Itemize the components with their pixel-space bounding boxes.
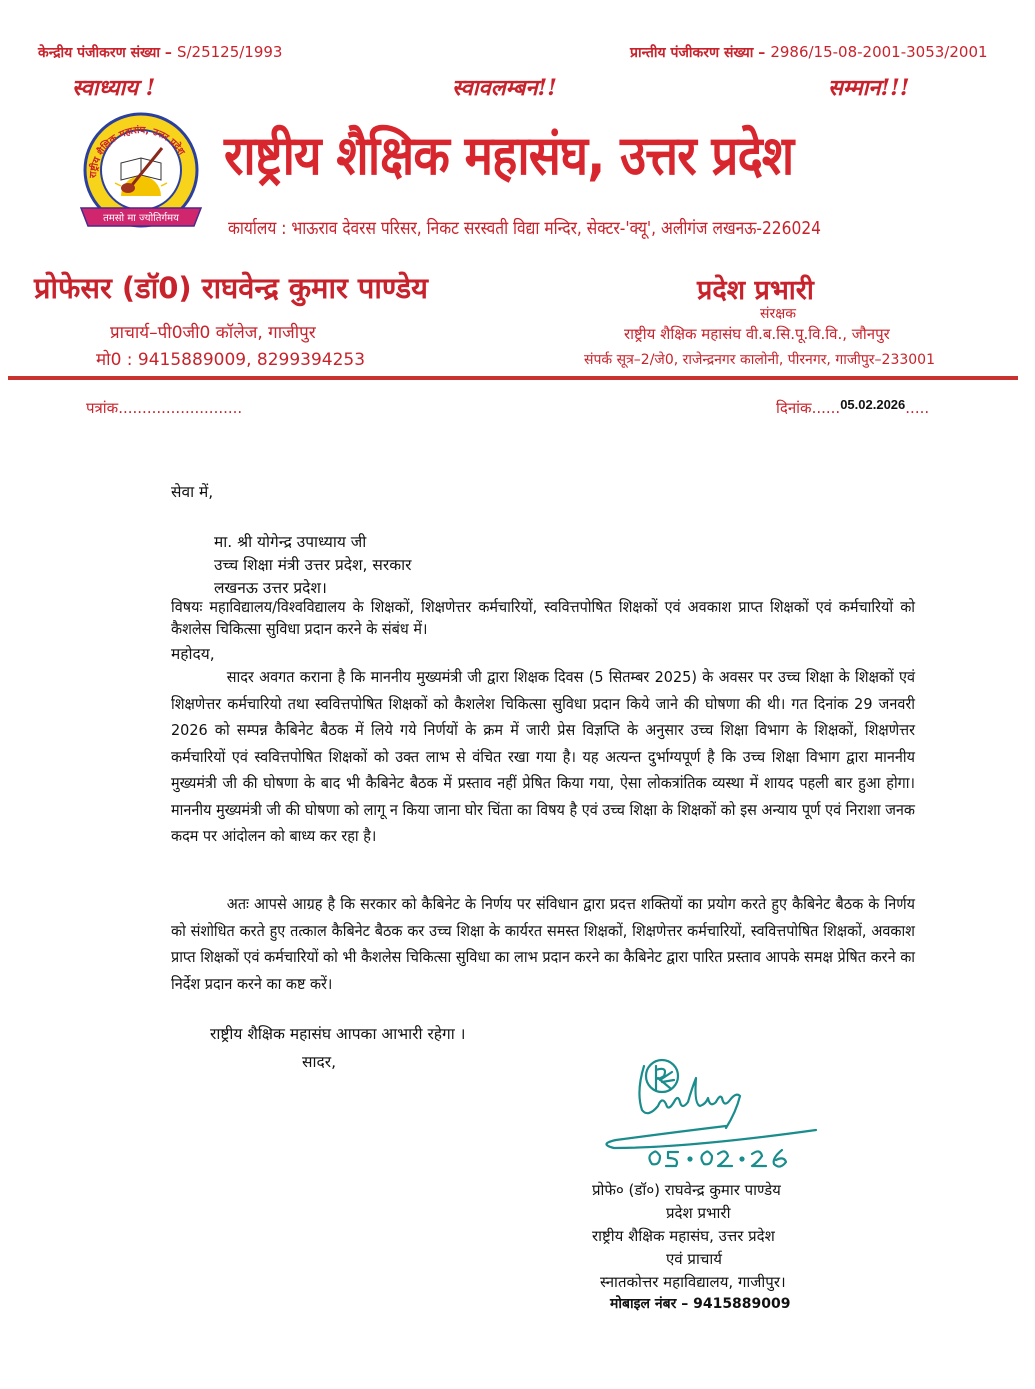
letter-closing: सादर, (302, 1053, 336, 1071)
letter-paragraph-2: अतः आपसे आग्रह है कि सरकार को कैबिनेट के निर्णय पर संविधान द्वारा प्रदत्त शक्तियों का प्रयोग करते हुए कैबिनेट बैठक के निर्णय को संशोधित करते हुए तत्काल कैबिनेट बैठक कर उच्च शिक्षा के कार्यरत समस्त शिक्षकों, शिक्षणेत्तर कर्मचारियों, स्ववित्तपोषित शिक्षकों, अवकाश प्राप्त शिक्षकों एवं कर्मचारियों को भी कैशलेस चिकित्सा सुविधा का लाभ प्रदान करने का कैबिनेट द्वारा पारित प्रस्ताव आपके समक्ष प्रेषित करने का निर्देश प्रदान करने का कष्ट करें। (171, 895, 916, 993)
patrank-label: पत्रांक (86, 399, 119, 417)
letter-subject: विषयः महाविद्यालय/विश्वविद्यालय के शिक्षकों, शिक्षणेत्तर कर्मचारियों, स्ववित्तपोषित शिक्षकों एवं अवकाश प्राप्त शिक्षकों एवं कर्मचारियों को कैशलेस चिकित्सा सुविधा प्रदान करने के संबंध में। (171, 598, 915, 638)
recipient-name: मा. श्री योगेन्द्र उपाध्याय जी (214, 533, 367, 551)
logo-ring-text: राष्ट्रीय शैक्षिक महासंघ, उत्तर प्रदेश (87, 124, 187, 179)
central-registration-number: S/25125/1993 (176, 43, 283, 61)
organization-logo (76, 108, 206, 238)
letter-date: 05.02.2026 (840, 397, 906, 412)
dinank-label: दिनांक (776, 399, 812, 417)
signatory-organization: राष्ट्रीय शैक्षिक महासंघ, उत्तर प्रदेश (592, 1227, 775, 1245)
dinank-dots-before: ...... (811, 399, 841, 417)
header-mobile: मो0 : 9415889009, 8299394253 (96, 350, 366, 370)
central-registration-label: केन्द्रीय पंजीकरण संख्या – (38, 45, 172, 61)
signatory-mobile: मोबाइल नंबर – 9415889009 (610, 1296, 791, 1312)
header-contact-address: संपर्क सूत्र–2/जे0, राजेन्द्रनगर कालोनी, पीरनगर, गाजीपुर–233001 (584, 352, 935, 368)
motto-swavalamban: स्वावलम्बन!! (452, 75, 557, 101)
recipient-designation: उच्च शिक्षा मंत्री उत्तर प्रदेश, सरकार (214, 556, 412, 574)
provincial-registration-number: 2986/15-08-2001-3053/2001 (770, 43, 988, 61)
dinank-field (776, 398, 929, 418)
patrank-dots: .......................... (118, 399, 243, 417)
motto-samman: सम्मान!!! (828, 75, 910, 101)
signatory-college: स्नातकोत्तर महाविद्यालय, गाजीपुर। (600, 1273, 786, 1291)
provincial-registration (630, 42, 988, 62)
central-registration (38, 42, 282, 62)
patrank-field (86, 398, 242, 418)
signature-icon (596, 1052, 826, 1174)
header-separator (8, 376, 1018, 380)
signatory-name: प्रोफे० (डॉ०) राघवेन्द्र कुमार पाण्डेय (592, 1181, 781, 1199)
office-address: कार्यालय : भाऊराव देवरस परिसर, निकट सरस्वती विद्या मन्दिर, सेक्टर-'क्यू', अलीगंज लखनऊ-226024 (228, 218, 822, 239)
provincial-registration-label: प्रान्तीय पंजीकरण संख्या – (630, 45, 766, 61)
logo-banner-text: तमसो मा ज्योतिर्गमय (103, 213, 179, 224)
letter-paragraph-1: सादर अवगत कराना है कि माननीय मुख्यमंत्री जी द्वारा शिक्षक दिवस (5 सितम्बर 2025) के अवसर पर उच्च शिक्षा के शिक्षकों एवं शिक्षणेत्तर कर्मचारियो तथा स्ववित्तपोषित शिक्षकों को कैशलेश चिकित्सा सुविधा प्रदान किये जाने की घोषणा की थी। गत दिनांक 29 जनवरी 2026 को सम्पन्न कैबिनेट बैठक में लिये गये निर्णयों के क्रम में जारी प्रेस विज्ञप्ति के अनुसार उच्च शिक्षा विभाग के शिक्षकों, शिक्षणेत्तर कर्मचारियों एवं स्ववित्तपोषित शिक्षकों को उक्त लाभ से वंचित रखा गया है। यह अत्यन्त दुर्भाग्यपूर्ण है कि उच्च शिक्षा विभाग द्वारा माननीय मुख्यमंत्री जी की घोषणा के बाद भी कैबिनेट बैठक में प्रस्ताव नहीं प्रेषित किया गया, ऐसा लोकत्रांतिक व्यस्था में शायद पहली बार हुआ होगा। माननीय मुख्यमंत्री जी की घोषणा को लागू न किया जाना घोर चिंता का विषय है एवं उच्च शिक्षा के शिक्षकों को इस अन्याय पूर्ण एवं निराशा जनक कदम पर आंदोलन को बाध्य कर रहा है। (171, 668, 916, 845)
letter-thanks: राष्ट्रीय शैक्षिक महासंघ आपका आभारी रहेगा । (210, 1025, 466, 1043)
header-pradesh-prabhari: प्रदेश प्रभारी (697, 275, 814, 306)
salutation-to: सेवा में, (171, 483, 214, 501)
organization-title: राष्ट्रीय शैक्षिक महासंघ, उत्तर प्रदेश (224, 124, 794, 187)
handwritten-signature (596, 1052, 826, 1174)
header-org-jaunpur: राष्ट्रीय शैक्षिक महासंघ वी.ब.सि.पू.वि.वि., जौनपुर (624, 325, 890, 343)
header-professor-name: प्रोफेसर (डॉ0) राघवेन्द्र कुमार पाण्डेय (34, 271, 429, 305)
recipient-location: लखनऊ उत्तर प्रदेश। (214, 579, 327, 597)
logo-emblem-icon (76, 108, 206, 238)
signatory-title: प्रदेश प्रभारी (666, 1204, 731, 1222)
dinank-dots-after: ..... (905, 399, 930, 417)
signatory-additional-role: एवं प्राचार्य (666, 1250, 722, 1268)
motto-swadhyay: स्वाध्याय ! (72, 75, 156, 101)
letter-greeting: महोदय, (171, 645, 215, 663)
header-designation: प्राचार्य–पी0जी0 कॉलेज, गाजीपुर (110, 323, 316, 343)
header-role: संरक्षक (760, 306, 796, 322)
